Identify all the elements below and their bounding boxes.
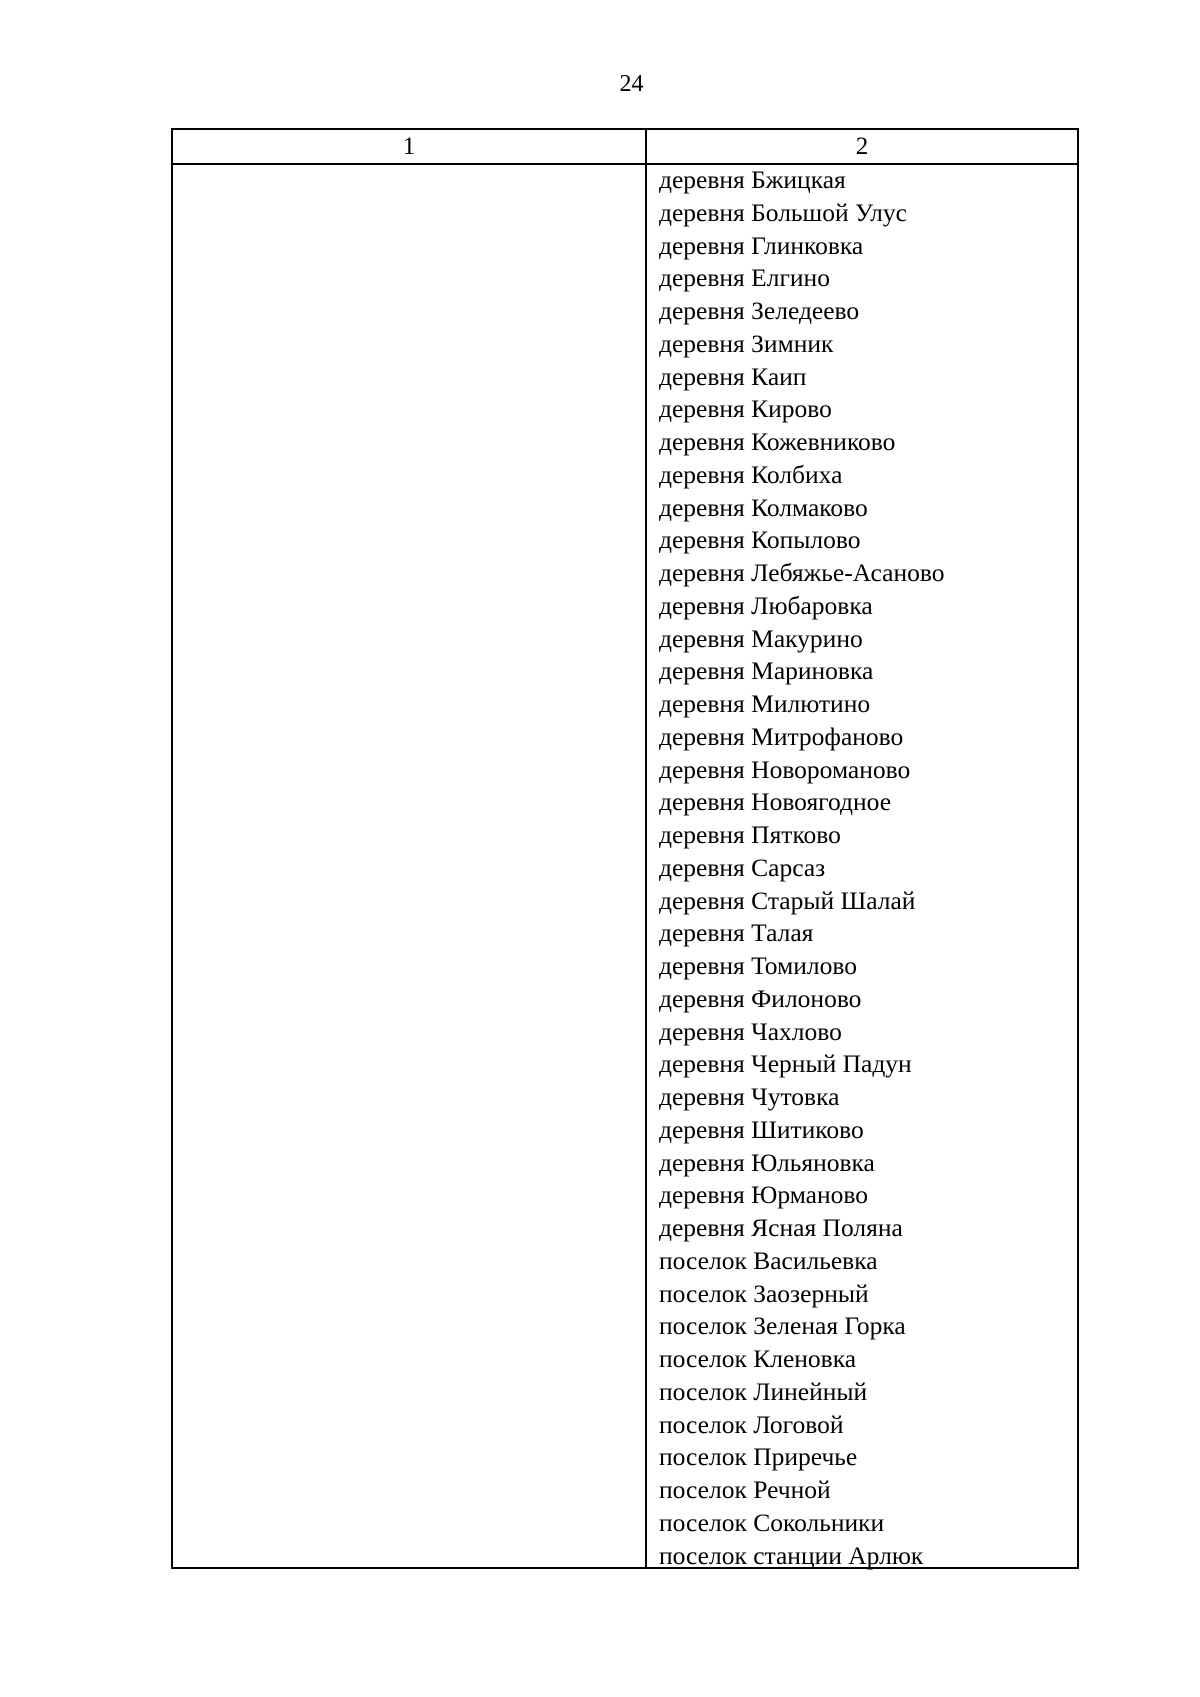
settlement-item: поселок Зеленая Горка [659, 1311, 906, 1341]
settlement-item: деревня Мариновка [659, 656, 874, 686]
settlement-item: деревня Новороманово [659, 754, 911, 784]
settlement-item: поселок Логовой [659, 1409, 844, 1439]
column-divider [645, 130, 647, 1567]
settlement-item: деревня Глинковка [659, 230, 864, 260]
settlement-item: деревня Шитиково [659, 1114, 864, 1144]
settlement-item: деревня Черный Падун [659, 1049, 912, 1079]
settlement-item: деревня Елгино [659, 263, 830, 293]
settlement-item: деревня Каип [659, 361, 807, 391]
settlement-item: деревня Новоягодное [659, 787, 892, 817]
settlement-item: деревня Томилово [659, 951, 857, 980]
header-cell-column-1: 1 [402, 133, 416, 160]
settlement-item: деревня Колмаково [659, 492, 868, 522]
page-number: 24 [619, 71, 644, 97]
header-cell-column-2: 2 [855, 133, 869, 160]
settlement-item: поселок Заозерный [659, 1278, 869, 1308]
settlement-item: деревня Старый Шалай [659, 885, 916, 915]
settlement-item: деревня Ясная Поляна [659, 1213, 903, 1242]
settlement-item: деревня Талая [659, 918, 814, 948]
settlement-item: поселок Васильевка [659, 1245, 878, 1275]
settlement-list [659, 164, 1069, 1572]
settlement-item: деревня Копылово [659, 525, 861, 555]
column-1-cell [173, 165, 645, 1567]
settlement-item: деревня Пятково [659, 820, 841, 849]
settlement-item: деревня Милютино [659, 689, 871, 718]
settlement-item: деревня Чутовка [659, 1082, 840, 1111]
settlement-item: деревня Кирово [659, 394, 832, 424]
settlement-item: деревня Сарсаз [659, 852, 826, 882]
settlement-item: поселок Кленовка [659, 1344, 857, 1373]
settlement-item: деревня Любаровка [659, 590, 873, 620]
settlement-item: деревня Кожевниково [659, 427, 896, 456]
settlement-item: деревня Колбиха [659, 459, 843, 489]
settlement-item: поселок Линейный [659, 1376, 868, 1406]
settlement-item: поселок Приречье [659, 1442, 858, 1472]
settlement-item: деревня Митрофаново [659, 721, 904, 751]
settlement-item: поселок Речной [659, 1475, 831, 1504]
settlement-item: деревня Зимник [659, 328, 834, 358]
settlement-item: деревня Лебяжье-Асаново [659, 558, 945, 587]
settlement-item: деревня Филоново [659, 983, 862, 1013]
settlement-item: деревня Большой Улус [659, 197, 907, 227]
settlement-item: деревня Юрманово [659, 1180, 869, 1210]
settlement-item: поселок Сокольники [659, 1507, 885, 1537]
settlement-item: деревня Чахлово [659, 1016, 842, 1046]
settlements-table [171, 128, 1079, 1569]
table-header-row [173, 130, 1077, 165]
settlement-item: поселок станции Арлюк [659, 1540, 924, 1570]
settlement-item: деревня Макурино [659, 623, 863, 653]
settlement-item: деревня Зеледеево [659, 296, 860, 325]
settlement-item: деревня Юльяновка [659, 1147, 875, 1177]
settlement-item: деревня Бжицкая [659, 165, 846, 194]
